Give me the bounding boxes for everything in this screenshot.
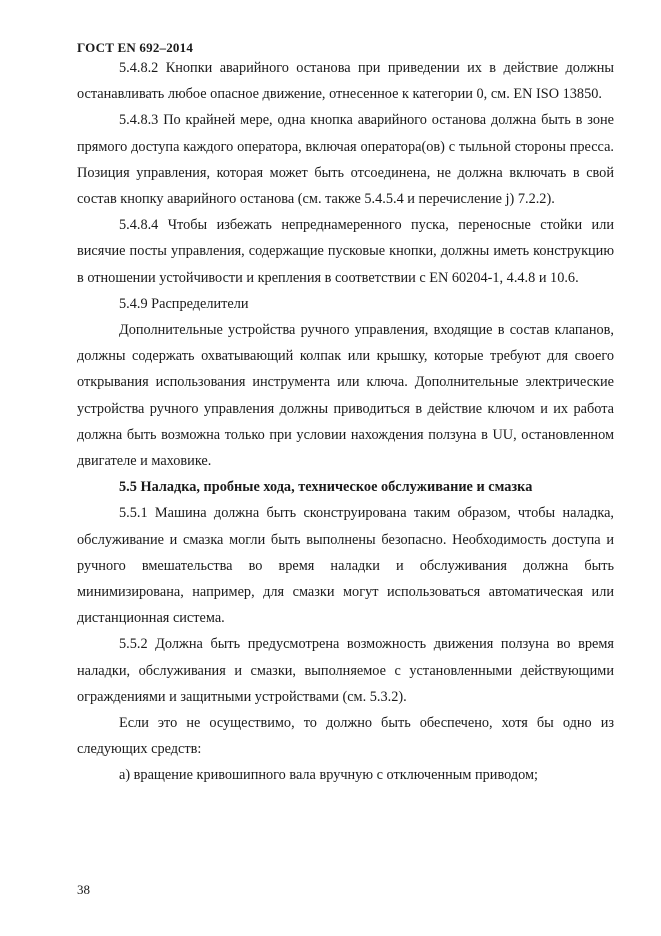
section-heading-5-5: 5.5 Наладка, пробные хода, техническое обслуживание и смазка [119, 479, 533, 496]
list-item-a: а) вращение кривошипного вала вручную с отключенным приводом; [119, 767, 539, 784]
subsection-heading-5-4-9: 5.4.9 Распределители [119, 295, 249, 312]
paragraph-5-4-8-4: 5.4.8.4 Чтобы избежать непреднамеренного пуска, переносные стойки или висячие посты управления, содержащие пусковые кнопки, должны иметь конструкцию в отношении устойчивости и крепления в соответствии с EN 60204-1, 4.4.8 и 10.6. [77, 217, 614, 286]
paragraph-5-5-1: 5.5.1 Машина должна быть сконструирована таким образом, чтобы наладка, обслуживание и смазка могли быть выполнены безопасно. Необходимость доступа и ручного вмешательства во время наладки и обслуживания должна быть минимизирована, например, для смазки могут использоваться автоматическая или дистанционная система. [77, 505, 614, 627]
paragraph-5-4-8-3: 5.4.8.3 По крайней мере, одна кнопка аварийного останова должна быть в зоне прямого доступа каждого оператора, включая оператора(ов) с тыльной стороны пресса. Позиция управления, которая может быть отсоединена, не должна включать в свой состав кнопку аварийного останова (см. также 5.4.5.4 и перечисление j) 7.2.2). [77, 112, 614, 208]
paragraph-5-5-2: 5.5.2 Должна быть предусмотрена возможность движения ползуна во время наладки, обслуживания и смазки, выполняемое с установленными действующими ограждениями и защитными устройствами (см. 5.3.2). [77, 636, 614, 705]
paragraph-means-intro: Если это не осуществимо, то должно быть обеспечено, хотя бы одно из следующих средств: [77, 715, 614, 758]
paragraph-valves: Дополнительные устройства ручного управления, входящие в состав клапанов, должны содержать охватывающий колпак или крышку, которые требуют для своего открывания использования инструмента или ключа. Дополнительные электрические устройства ручного управления должны приводиться в действие ключом и их работа должна быть возможна только при условии нахождения ползуна в UU, остановленном двигателе и маховике. [77, 322, 614, 470]
body-text [77, 55, 614, 789]
document-header: ГОСТ EN 692–2014 [77, 40, 194, 55]
paragraph-5-4-8-2: 5.4.8.2 Кнопки аварийного останова при приведении их в действие должны останавливать любое опасное движение, отнесенное к категории 0, см. EN ISO 13850. [77, 60, 614, 103]
page-number: 38 [77, 882, 90, 897]
